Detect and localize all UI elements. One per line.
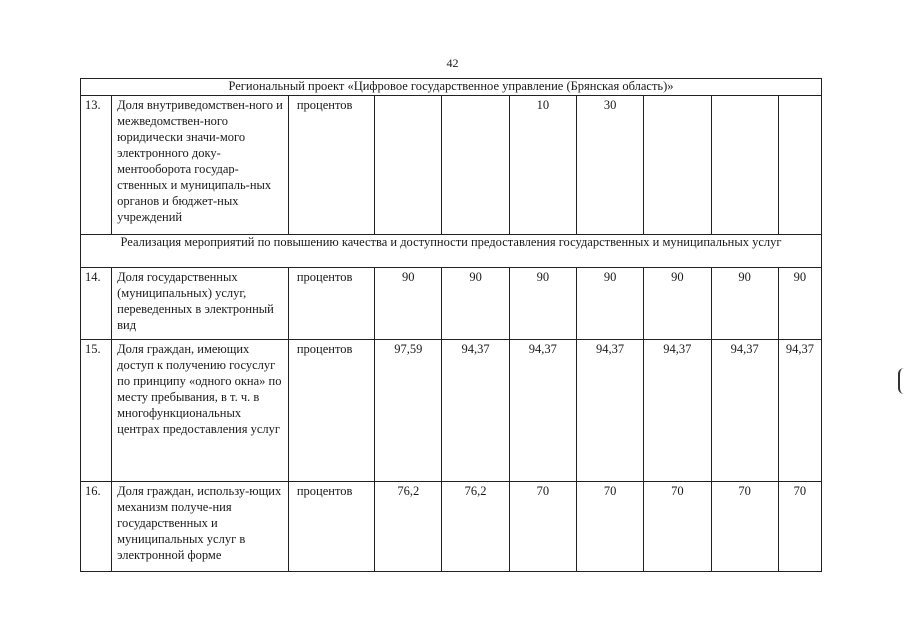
value-cell: 70 bbox=[711, 482, 778, 572]
value-cell: 94,37 bbox=[442, 340, 509, 482]
value-cell: 90 bbox=[442, 268, 509, 340]
indicator-name: Доля граждан, использу-ющих механизм получе-ния государственных и муниципальных услуг в электронной форме bbox=[112, 482, 289, 572]
value-cell: 70 bbox=[509, 482, 576, 572]
value-cell: 76,2 bbox=[442, 482, 509, 572]
unit-cell: процентов bbox=[288, 340, 374, 482]
value-cell: 90 bbox=[711, 268, 778, 340]
value-cell: 70 bbox=[644, 482, 711, 572]
value-cell: 10 bbox=[509, 96, 576, 235]
table-row bbox=[81, 482, 822, 572]
table-row bbox=[81, 340, 822, 482]
section-title: Региональный проект «Цифровое государственное управление (Брянская область)» bbox=[81, 79, 822, 96]
table-row bbox=[81, 96, 822, 235]
value-cell: 90 bbox=[375, 268, 442, 340]
value-cell: 94,37 bbox=[576, 340, 643, 482]
value-cell: 94,37 bbox=[778, 340, 821, 482]
value-cell: 90 bbox=[644, 268, 711, 340]
page-number: 42 bbox=[446, 56, 459, 70]
indicators-table bbox=[80, 78, 822, 572]
value-cell bbox=[778, 96, 821, 235]
row-number: 13. bbox=[81, 96, 112, 235]
unit-cell: процентов bbox=[288, 96, 374, 235]
value-cell bbox=[375, 96, 442, 235]
row-number: 15. bbox=[81, 340, 112, 482]
table-row bbox=[81, 268, 822, 340]
value-cell: 90 bbox=[576, 268, 643, 340]
value-cell: 30 bbox=[576, 96, 643, 235]
value-cell bbox=[442, 96, 509, 235]
scan-edge-mark bbox=[898, 368, 905, 394]
section-row-digital bbox=[81, 79, 822, 96]
value-cell: 97,59 bbox=[375, 340, 442, 482]
value-cell: 90 bbox=[509, 268, 576, 340]
indicator-name: Доля граждан, имеющих доступ к получению госуслуг по принципу «одного окна» по месту пребывания, в т. ч. в многофункциональных центрах предоставления услуг bbox=[112, 340, 289, 482]
value-cell: 90 bbox=[778, 268, 821, 340]
indicator-name: Доля государственных (муниципальных) услуг, переведенных в электронный вид bbox=[112, 268, 289, 340]
value-cell: 94,37 bbox=[644, 340, 711, 482]
row-number: 14. bbox=[81, 268, 112, 340]
row-number: 16. bbox=[81, 482, 112, 572]
section-row-quality bbox=[81, 235, 822, 268]
unit-cell: процентов bbox=[288, 482, 374, 572]
value-cell bbox=[644, 96, 711, 235]
value-cell bbox=[711, 96, 778, 235]
value-cell: 70 bbox=[778, 482, 821, 572]
section-title: Реализация мероприятий по повышению качества и доступности предоставления государственных и муниципальных услуг bbox=[81, 235, 822, 268]
unit-cell: процентов bbox=[288, 268, 374, 340]
value-cell: 70 bbox=[576, 482, 643, 572]
value-cell: 76,2 bbox=[375, 482, 442, 572]
value-cell: 94,37 bbox=[711, 340, 778, 482]
value-cell: 94,37 bbox=[509, 340, 576, 482]
indicator-name: Доля внутриведомствен-ного и межведомствен-ного юридически значи-мого электронного доку-ментооборота государ-ственных и муниципаль-ных органов и бюджет-ных учреждений bbox=[112, 96, 289, 235]
